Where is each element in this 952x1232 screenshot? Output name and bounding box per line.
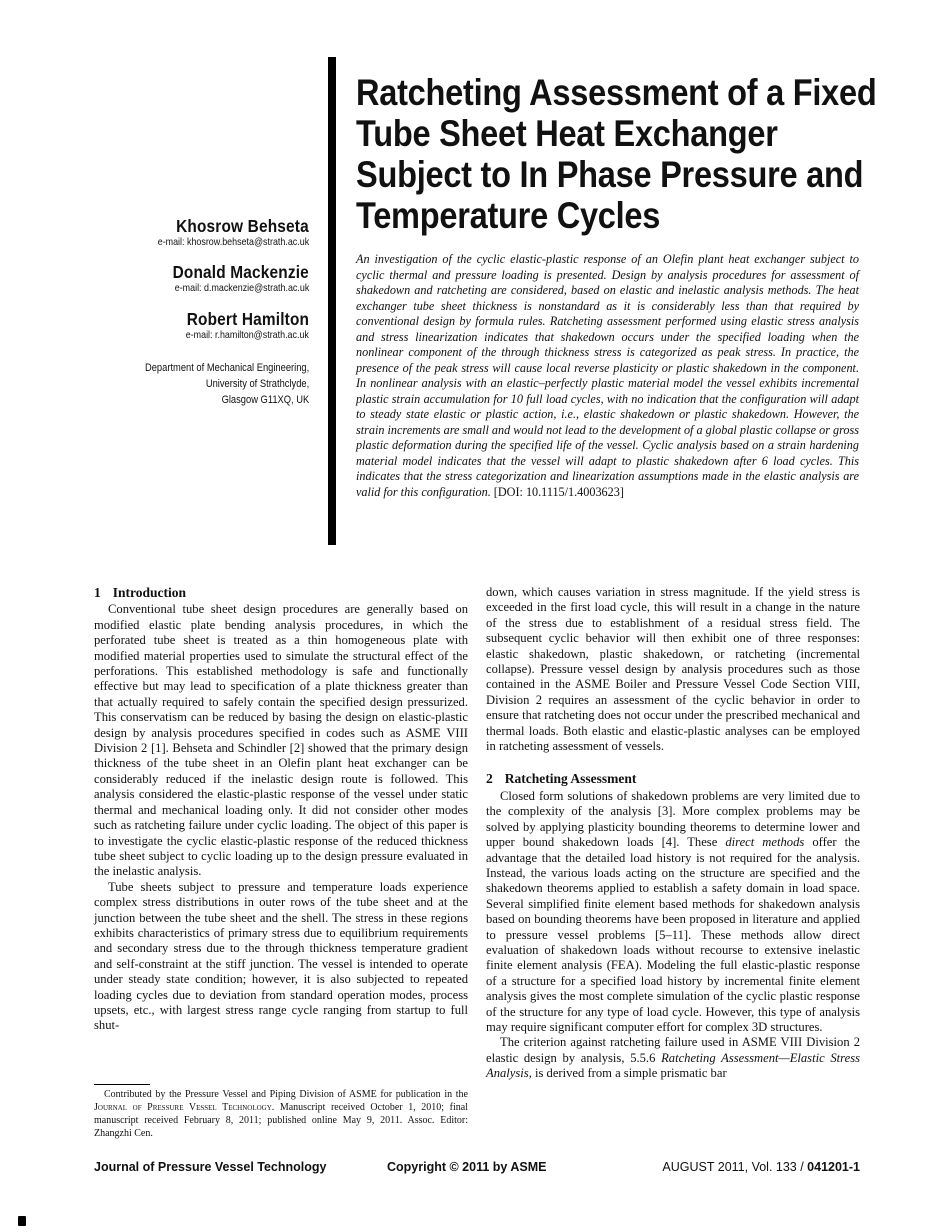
doi-link[interactable]: [DOI: 10.1115/1.4003623]	[493, 484, 624, 499]
left-column	[94, 585, 468, 1034]
section-heading-introduction	[94, 585, 468, 600]
footer-issue	[662, 1160, 860, 1174]
section-number: 1	[94, 585, 101, 600]
title-divider-bar	[328, 57, 336, 545]
footnote-rule	[94, 1084, 150, 1085]
section-number: 2	[486, 771, 493, 787]
section-heading-ratcheting	[486, 771, 860, 786]
footer-issue-text: AUGUST 2011, Vol. 133 /	[662, 1160, 808, 1174]
author-name-2: Donald Mackenzie	[172, 262, 309, 282]
abstract	[356, 252, 859, 500]
title-line-4: Temperature Cycles	[356, 195, 661, 236]
footnote	[94, 1088, 468, 1140]
title-line-1: Ratcheting Assessment of a Fixed	[356, 72, 877, 113]
author-email-3: e-mail: r.hamilton@strath.ac.uk	[185, 329, 309, 341]
title-line-2: Tube Sheet Heat Exchanger	[356, 113, 778, 154]
footnote-text: Contributed by the Pressure Vessel and Piping Division of ASME for publication in the	[104, 1089, 468, 1100]
emphasis: Ratcheting Assessment—Elastic Stress Analysis	[486, 1050, 860, 1081]
paragraph	[486, 1035, 860, 1081]
author-email-2: e-mail: d.mackenzie@strath.ac.uk	[174, 282, 309, 294]
paragraph-continued: down, which causes variation in stress magnitude. If the yield stress is exceeded in the first load cycle, this will result in a change in the nature of the stress due to establishment of a residual stress field. The subsequent cyclic behavior will then exhibit one of three responses: elastic shakedown, plastic shakedown, or ratcheting (incremental collapse). Pressure vessel design by analysis procedures such as those contained in the ASME Boiler and Pressure Vessel Code Section VIII, Division 2 requires an assessment of the cyclic behavior in order to ensure that ratcheting does not occur under the prescribed mechanical and thermal loads. Both elastic and elastic-plastic analyses can be employed in ratcheting assessment of vessels.	[486, 585, 860, 754]
section-title: Ratcheting Assessment	[504, 771, 637, 787]
text-run: , is derived from a simple prismatic bar	[528, 1066, 727, 1081]
footnote-text: . Manuscript received October 1, 2010; final manuscript received February 8, 2011; published online May 9, 2011. Assoc. Editor: Zhangzhi Cen.	[94, 1102, 468, 1139]
text-run: The criterion against ratcheting failure used in ASME VIII Division 2 elastic design by analysis, 5.5.6	[486, 1035, 860, 1065]
text-run: offer the advantage that the detailed load history is not required for the analysis. Instead, the various loads acting on the structure are specified and the shakedown theorems applied to establish a safety domain in load space. Several simplified finite element based methods for shakedown analysis based on bounding theorems have been proposed in literature and applied to pressure vessel problems [5–11]. These methods allow direct evaluation of shakedown loads without recourse to extensive inelastic finite element analysis (FEA). Modeling the full elastic-plastic response of a structure for a specified load history by incremental finite element analysis gives the most complete simulation of the cyclic plastic response of the structure for any type of load cycle. However, this type of analysis may require significant computer effort for complex 3D structures.	[486, 835, 860, 1034]
author-name-1: Khosrow Behseta	[176, 216, 309, 236]
footer-journal: Journal of Pressure Vessel Technology	[94, 1160, 327, 1174]
affiliation-line-2: University of Strathclyde,	[205, 378, 309, 390]
affiliation	[145, 360, 309, 408]
emphasis: direct methods	[725, 835, 805, 850]
paragraph	[486, 789, 860, 1036]
corner-mark	[18, 1216, 26, 1226]
affiliation-line-3: Glasgow G11XQ, UK	[221, 394, 309, 406]
footer-copyright: Copyright © 2011 by ASME	[387, 1160, 547, 1174]
section-title: Introduction	[112, 585, 187, 600]
author-email-1: e-mail: khosrow.behseta@strath.ac.uk	[157, 236, 309, 248]
paper-title	[356, 72, 877, 236]
footer-page-number: 041201-1	[807, 1160, 860, 1174]
author-name-3: Robert Hamilton	[186, 309, 309, 329]
text-run: Closed form solutions of shakedown problems are very limited due to the complexity of the analysis [3]. More complex problems may be solved by applying plasticity bounding theorems to determine lower and upper bound shakedown loads [4]. These	[486, 788, 860, 850]
title-line-3: Subject to In Phase Pressure and	[356, 154, 864, 195]
footnote-journal: Journal of Pressure Vessel Technology	[94, 1102, 272, 1113]
paragraph: Tube sheets subject to pressure and temperature loads experience complex stress distributions in outer rows of the tube sheet and at the junction between the tube sheet and the shell. The stress in these regions exhibits characteristics of primary stress due to equilibrium requirements and secondary stress due to the through thickness temperature gradient and self-constraint at the stiff junction. The vessel is intended to operate under steady state condition; however, it is also subjected to repeated loading cycles due to deviation from standard operation modes, process upsets, etc., with largest stress range cycle ranging from startup to full shut-	[94, 879, 468, 1033]
abstract-text: An investigation of the cyclic elastic-plastic response of an Olefin plant heat exchanger subject to cyclic thermal and pressure loading is presented. Design by analysis procedures for assessment of shakedown and ratcheting are considered, based on elastic and inelastic analysis methods. The heat exchanger tube sheet thickness is nonstandard as it is considerably less than that required by conventional design by formula rules. Ratcheting assessment performed using elastic stress analysis and stress linearization indicates that shakedown occurs under the specified loading when the nonlinear component of the through thickness stress is categorized as peak stress. In practice, the presence of the peak stress will cause local reverse plasticity or plastic shakedown in the component. In nonlinear analysis with an elastic–perfectly plastic material model the vessel exhibits incremental plastic strain accumulation for 10 full load cycles, with no indication that the configuration will adapt to steady state elastic or plastic action, i.e., elastic shakedown or plastic shakedown. However, the strain increments are small and would not lead to the development of a global plastic collapse or gross plastic deformation during the specified life of the vessel. Cyclic analysis based on a strain hardening material model indicates that the vessel will adapt to plastic shakedown after 6 load cycles. This indicates that the stress categorization and linearization assumptions made in the elastic analysis are valid for this configuration.	[356, 252, 859, 499]
paragraph: Conventional tube sheet design procedures are generally based on modified elastic plate bending analysis procedures, in which the perforated tube sheet is treated as a thin homogeneous plate with modified material properties used to simulate the structural effect of the perforations. This established methodology is safe and functionally effective but may lead to specification of a plate thickness greater than that actually required to safely contain the specified design pressurized. This conservatism can be reduced by basing the design on elastic-plastic design by analysis procedures specified in codes such as ASME VIII Division 2 [1]. Behseta and Schindler [2] showed that the primary design thickness of the tube sheet in an Olefin plant heat exchanger can be considerably reduced if the inelastic design route is followed. This analysis considered the elastic-plastic response of the vessel under static thermal and mechanical loading only. It did not consider other modes such as ratcheting failure under cyclic loading. The object of this paper is to investigate the cyclic elastic-plastic response of the reduced thickness tube sheet subject to cyclic loading up to the design pressure evaluated in the inelastic analysis.	[94, 602, 468, 879]
affiliation-line-1: Department of Mechanical Engineering,	[144, 362, 309, 374]
right-column	[486, 585, 860, 1082]
